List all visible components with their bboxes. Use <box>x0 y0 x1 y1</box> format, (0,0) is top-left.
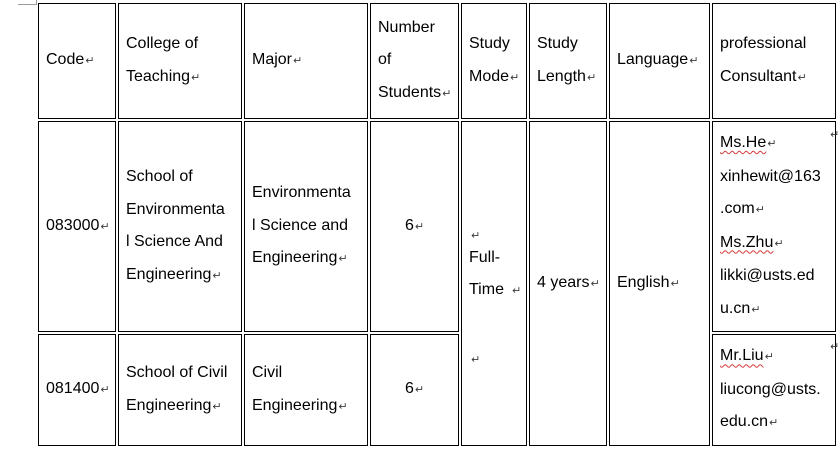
header-language: Language↵ <box>609 3 710 119</box>
header-major: Major↵ <box>244 3 368 119</box>
table-row <box>38 334 836 446</box>
header-students: Number of Students↵ <box>370 3 459 119</box>
program-table <box>36 1 838 448</box>
row1-students: 6↵ <box>370 121 459 332</box>
header-college: College of Teaching↵ <box>118 3 242 119</box>
row2-college: School of Civil Engineering↵ <box>118 334 242 446</box>
header-consultant: professional Consultant↵ <box>712 3 836 119</box>
row1-consultant: Ms.He↵ xinhewit@163 .com↵ Ms.Zhu↵ likki@usts.ed u.cn↵ <box>712 121 836 332</box>
shared-study-length: 4 years↵ <box>529 121 607 446</box>
shared-study-mode: ↵ Full- Time ↵ ↵ <box>461 121 527 446</box>
row2-end-mark: ↵ <box>830 341 839 353</box>
row2-students: 6↵ <box>370 334 459 446</box>
row1-code: 083000↵ <box>38 121 116 332</box>
row1-end-mark: ↵ <box>830 129 839 141</box>
row1-major: Environmenta l Science and Engineering↵ <box>244 121 368 332</box>
row2-code: 081400↵ <box>38 334 116 446</box>
table-row <box>38 121 836 332</box>
header-row <box>38 3 836 119</box>
header-code: Code↵ <box>38 3 116 119</box>
row1-college: School of Environmenta l Science And Engineering↵ <box>118 121 242 332</box>
header-study-mode: Study Mode↵ <box>461 3 527 119</box>
header-study-length: Study Length↵ <box>529 3 607 119</box>
shared-language: English↵ <box>609 121 710 446</box>
page-corner-marker <box>18 0 37 5</box>
row2-consultant: Mr.Liu↵ liucong@usts. edu.cn↵ <box>712 334 836 446</box>
row2-major: Civil Engineering↵ <box>244 334 368 446</box>
